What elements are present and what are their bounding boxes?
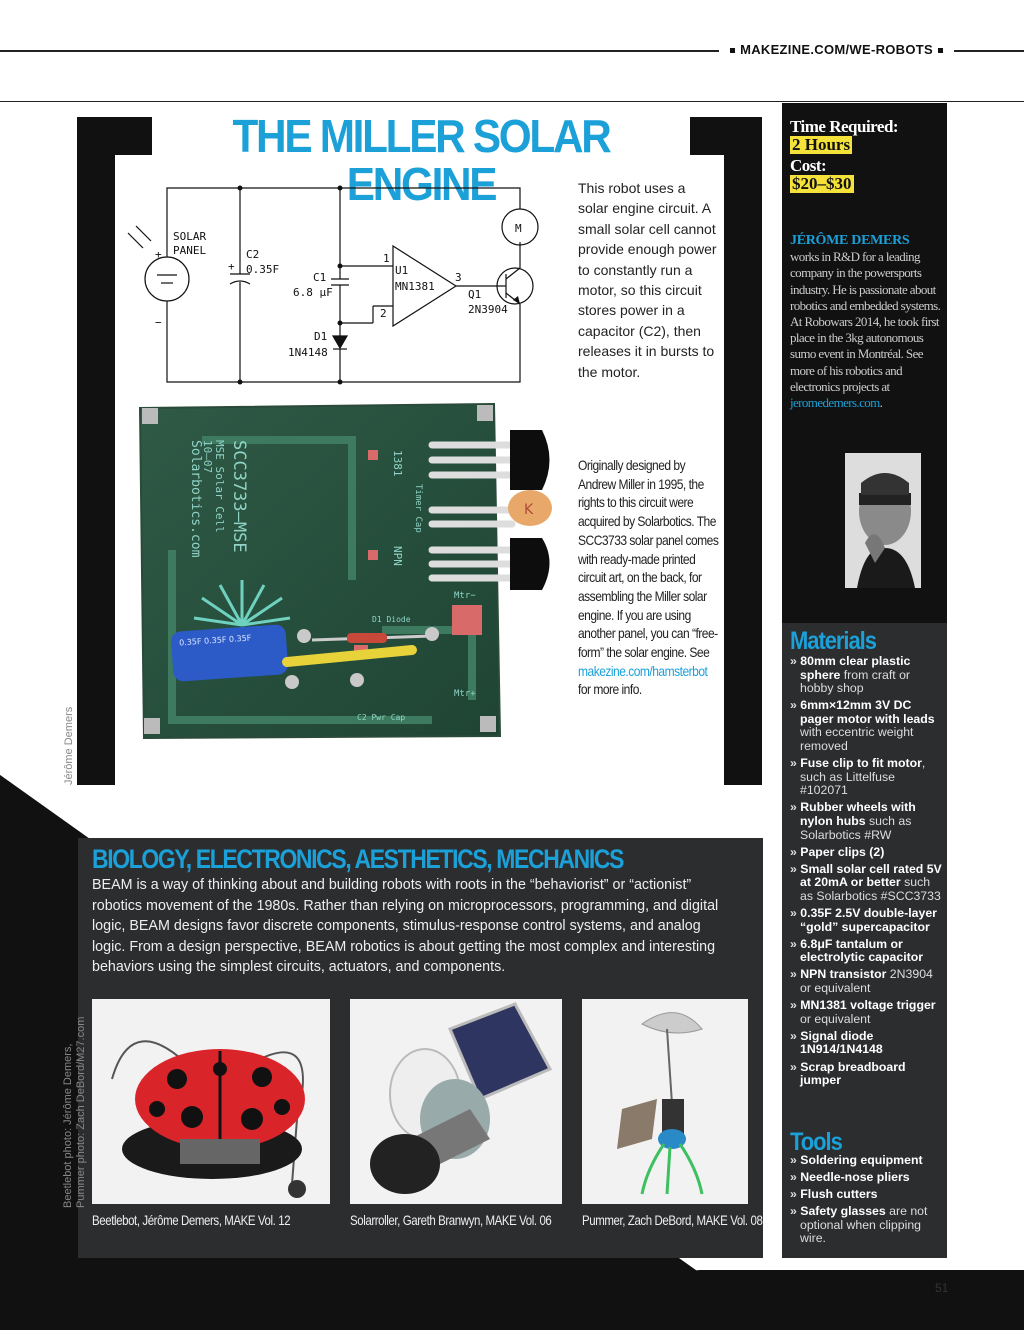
list-item: » Safety glasses are not optional when clipping wire. <box>790 1204 928 1246</box>
minus-sign: − <box>155 316 162 329</box>
note-text: Originally designed by Andrew Miller in 1995, the rights to this circuit were acquired by Solarbotics. The SCC3733 solar panel comes with ready-made printed circuit art, on the back, for assembling the Miller solar engine. If you are using another panel, you can “free-form” the solar engine. See <box>578 457 719 661</box>
cap-print: 0.35F 0.35F 0.35F <box>178 633 252 648</box>
list-item: » Needle-nose pliers <box>790 1170 910 1185</box>
author-portrait <box>845 453 921 588</box>
pcb-silk-mtr: Mtr− <box>454 591 476 601</box>
author-bio <box>790 233 942 411</box>
intro-text: This robot uses a solar engine circuit. A small solar cell cannot provide enough power to constantly run a motor, so this circuit stores power in a capacitor (C2), then releases it in bursts to the motor. <box>578 180 717 380</box>
plus-sign: + <box>155 248 162 261</box>
list-item: » NPN transistor 2N3904 or equivalent <box>790 967 933 996</box>
frame-right <box>724 117 762 785</box>
sidebar <box>782 103 947 1258</box>
list-item: » 6.8μF tantalum or electrolytic capacitor <box>790 936 924 965</box>
header-url[interactable]: MAKEZINE.COM/WE-ROBOTS <box>719 42 954 57</box>
time-label: Time Required: <box>790 117 899 136</box>
circuit-schematic <box>118 178 558 393</box>
cost-value: $20–$30 <box>792 174 852 193</box>
pcb-silk-1381: 1381 <box>391 450 404 477</box>
pcb-board-name: MSE Solar Cell <box>213 440 226 533</box>
u1-part: MN1381 <box>395 280 435 293</box>
pcb-silk-diode: D1 Diode <box>372 615 411 624</box>
list-item: » Rubber wheels with nylon hubs such as Solarbotics #RW <box>790 800 916 842</box>
list-item: » Paper clips (2) <box>790 844 885 859</box>
list-item: » Signal diode 1N914/1N4148 <box>790 1028 883 1057</box>
tools-title: Tools <box>790 1128 842 1156</box>
page-number: 51 <box>935 1281 949 1295</box>
pummer-caption: Pummer, Zach DeBord, MAKE Vol. 08 <box>582 1212 763 1228</box>
page-title: THE MILLER SOLAR ENGINE <box>232 110 610 210</box>
pcb-date: 10–07 <box>201 440 214 474</box>
cost-label: Cost: <box>790 156 827 175</box>
u1-name: U1 <box>395 264 409 277</box>
pcb-part-no: SCC3733–MSE <box>229 440 249 553</box>
beetlebot-caption: Beetlebot, Jérôme Demers, MAKE Vol. 12 <box>92 1212 291 1228</box>
pcb-silk-cap: C2 Pwr Cap <box>357 713 406 722</box>
credit-line-2: Pummer photo: Zach DeBord/M27.com <box>75 1016 87 1208</box>
frame-left <box>77 117 115 785</box>
beam-title: BIOLOGY, ELECTRONICS, AESTHETICS, MECHANICS <box>92 844 624 874</box>
c2-value: 0.35F <box>246 263 280 276</box>
c2-name: C2 <box>246 248 260 261</box>
solarroller-caption: Solarroller, Gareth Branwyn, MAKE Vol. 06 <box>350 1212 552 1228</box>
time-cost-block <box>790 117 898 195</box>
beam-photo-credit <box>62 1017 88 1208</box>
time-value: 2 Hours <box>792 135 851 154</box>
pcb-silk-timer: Timer Cap <box>413 484 423 533</box>
materials-list <box>790 655 944 1091</box>
pin1-label: 1 <box>383 252 390 265</box>
pin2-label: 2 <box>380 307 387 320</box>
list-item: » MN1381 voltage trigger or equivalent <box>790 998 936 1026</box>
author-bio-text: works in R&D for a leading company in the powersports industry. He is passionate about robotics and embedded systems. At Robowars 2014, he took first place in the 3kg autonomous sumo event in Montréal. See more of his robotics and electronics projects at <box>790 249 941 394</box>
footer-url[interactable]: makezine.com <box>830 1280 919 1295</box>
tantalum-mark: K <box>524 502 534 518</box>
author-name: JÉRÔME DEMERS <box>790 233 910 248</box>
q1-part: 2N3904 <box>468 303 508 316</box>
beam-body: BEAM is a way of thinking about and building robots with roots in the “behaviorist” or “actionist” robotics movement of the 1980s. Rather than relying on microprocessors, programming, and digital logic, BEAM designs favor discrete components, stimulus-response control systems, and analog logic. From a design perspective, BEAM robotics is about getting the most complex and interesting behaviors using the simplest circuits, actuators, and components. <box>92 877 719 976</box>
header-rule-lower <box>0 101 1024 102</box>
credit-line-1: Beetlebot photo: Jérôme Demers, <box>62 1043 74 1208</box>
list-item: » Flush cutters <box>790 1187 878 1202</box>
list-item: » 6mm×12mm 3V DC pager motor with leads with eccentric weight removed <box>790 698 935 754</box>
note-end: for more info. <box>578 681 642 698</box>
list-item: » Small solar cell rated 5V at 20mA or better such as Solarbotics #SCC3733 <box>790 861 942 903</box>
panel-label: PANEL <box>173 244 207 257</box>
c1-name: C1 <box>313 271 327 284</box>
title-box <box>152 110 690 210</box>
d1-part: 1N4148 <box>288 346 328 359</box>
d1-name: D1 <box>314 330 328 343</box>
list-item: » Soldering equipment <box>790 1153 923 1167</box>
pcb-photo <box>132 400 562 745</box>
pcb-note <box>578 456 720 699</box>
solar-label: SOLAR <box>173 230 207 243</box>
motor-label: M <box>515 222 522 235</box>
list-item: » 0.35F 2.5V double-layer “gold” supercapacitor <box>790 906 937 934</box>
photo-credit: Jérôme Demers <box>63 706 75 785</box>
note-link[interactable]: makezine.com/hamsterbot <box>578 662 708 679</box>
pin3-label: 3 <box>455 271 462 284</box>
c2-plus: + <box>228 260 235 273</box>
c1-value: 6.8 μF <box>293 286 333 299</box>
list-item: » Fuse clip to fit motor, such as Littelfuse #102071 <box>790 756 926 798</box>
list-item: » Scrap breadboard jumper <box>790 1059 906 1088</box>
pcb-brand: Solarbotics.com <box>188 440 203 558</box>
materials-title: Materials <box>790 627 876 655</box>
author-link[interactable]: jeromedemers.com <box>790 395 880 411</box>
author-bio-end: . <box>879 395 883 411</box>
pummer-photo <box>582 999 748 1204</box>
q1-name: Q1 <box>468 288 482 301</box>
beetlebot-photo <box>92 999 330 1204</box>
list-item: » 80mm clear plastic sphere from craft or hobby shop <box>790 654 911 696</box>
tools-list <box>790 1154 944 1250</box>
pcb-silk-npn: NPN <box>391 546 404 566</box>
solarroller-photo <box>350 999 562 1204</box>
pcb-silk-mtr2: Mtr+ <box>454 689 476 699</box>
